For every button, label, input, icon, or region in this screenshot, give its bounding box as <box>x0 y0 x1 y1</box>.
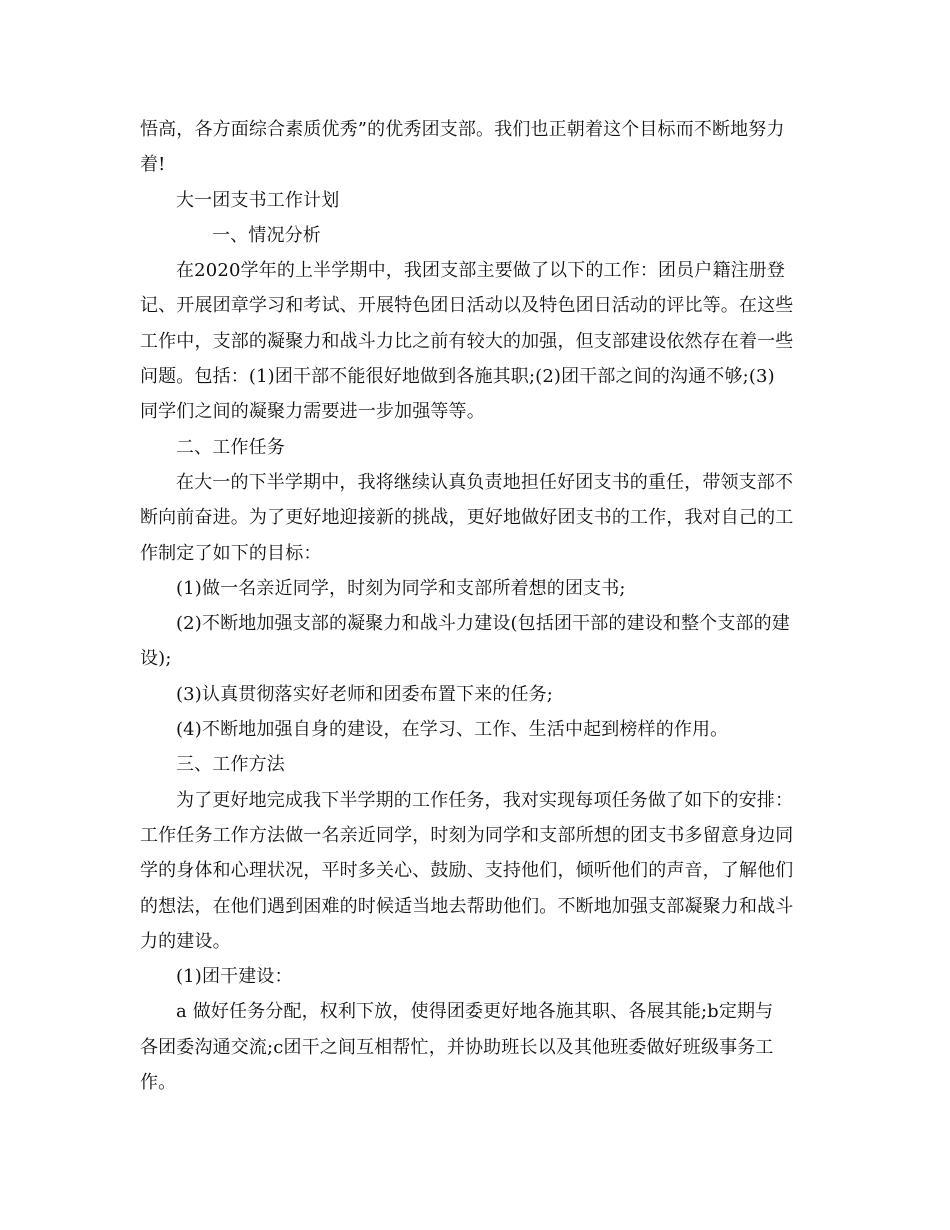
text-line: 大一团支书工作计划 <box>176 189 340 211</box>
text-line: 学的身体和心理状况，平时多关心、鼓励、支持他们，倾听他们的声音，了解他们 <box>140 860 794 882</box>
text-line: a 做好任务分配，权利下放，使得团委更好地各施其职、各展其能;b定期与 <box>176 1001 774 1023</box>
text-line: 工作中，支部的凝聚力和战斗力比之前有较大的加强，但支部建设依然存在着一些 <box>140 330 794 352</box>
text-line: 在2020学年的上半学期中，我团支部主要做了以下的工作：团员户籍注册登 <box>176 260 786 282</box>
text-line: 各团委沟通交流;c团干之间互相帮忙，并协助班长以及其他班委做好班级事务工 <box>140 1036 774 1058</box>
text-line: 设); <box>140 648 172 670</box>
text-line: 问题。包括：(1)团干部不能很好地做到各施其职;(2)团干部之间的沟通不够;(3) <box>140 366 775 388</box>
text-line: 力的建设。 <box>140 930 231 952</box>
text-line: 作。 <box>140 1072 177 1094</box>
text-line: 三、工作方法 <box>176 754 285 776</box>
text-line: 同学们之间的凝聚力需要进一步加强等等。 <box>140 401 485 423</box>
text-line: 二、工作任务 <box>176 436 285 458</box>
document-body <box>140 112 812 1100</box>
text-line: 悟高，各方面综合素质优秀”的优秀团支部。我们也正朝着这个目标而不断地努力 <box>140 119 785 140</box>
text-line: 一、情况分析 <box>212 224 321 246</box>
text-line: 工作任务工作方法做一名亲近同学，时刻为同学和支部所想的团支书多留意身边同 <box>140 824 794 846</box>
text-line: (2)不断地加强支部的凝聚力和战斗力建设(包括团干部的建设和整个支部的建 <box>176 613 790 635</box>
text-line: (1)团干建设： <box>176 966 293 988</box>
text-line: 作制定了如下的目标： <box>140 542 322 564</box>
text-line: 为了更好地完成我下半学期的工作任务，我对实现每项任务做了如下的安排： <box>176 789 794 811</box>
text-line: 断向前奋进。为了更好地迎接新的挑战，更好地做好团支书的工作，我对自己的工 <box>140 507 794 529</box>
text-line: 的想法，在他们遇到困难的时候适当地去帮助他们。不断地加强支部凝聚力和战斗 <box>140 895 794 917</box>
text-line: 在大一的下半学期中，我将继续认真负责地担任好团支书的重任，带领支部不 <box>176 471 794 493</box>
text-line: 着! <box>140 154 166 176</box>
text-line: (1)做一名亲近同学，时刻为同学和支部所着想的团支书; <box>176 577 626 599</box>
text-line: (3)认真贯彻落实好老师和团委布置下来的任务; <box>176 683 554 705</box>
text-line: 记、开展团章学习和考试、开展特色团日活动以及特色团日活动的评比等。在这些 <box>140 295 794 317</box>
text-line: (4)不断地加强自身的建设，在学习、工作、生活中起到榜样的作用。 <box>176 719 729 741</box>
